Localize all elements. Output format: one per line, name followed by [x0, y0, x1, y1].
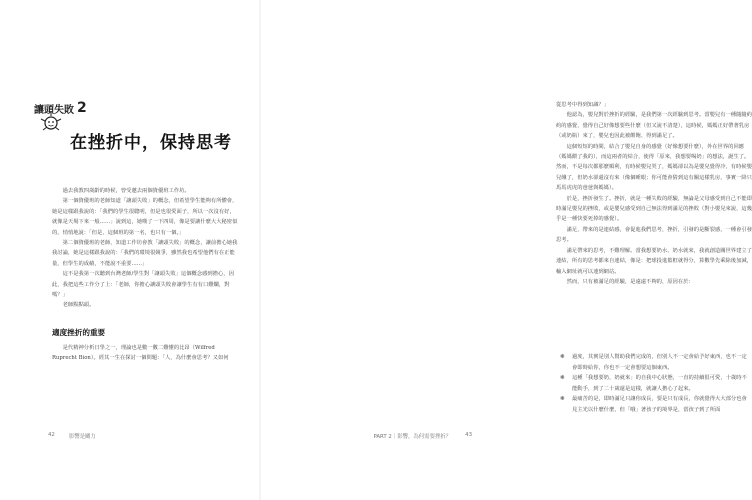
left-footer [48, 432, 96, 440]
right-footer [373, 432, 472, 440]
list-item [560, 394, 752, 415]
list-item-text: 過度，其實是別人幫助我們完成的，但別人不一定會給予好東西，也不一定會即時給你，你也不一定會想要這個東西。 [572, 354, 747, 371]
paragraph: 第一個資優班的老師知道「讓頭失敗」的概念，但希望學生能夠有所體會，她是這樣跟我說的：「我們的學生很聰明，但是也很愛面子，所以一次沒有好，就像是天場下來一般……」說到這，她嘆了一下四周，像是要讓什麼大大秘密似的，悄悄地說：「但是，這個班的第一名，也只有一個。」 [52, 198, 238, 236]
section-heading: 適度挫折的重要 [52, 328, 106, 337]
chapter-label: 讓頭失敗 [34, 104, 74, 116]
page-number: 43 [465, 432, 472, 438]
bullet-icon: ❋ [560, 354, 565, 360]
paragraph: 滿足帶來的思考，不難理解。當我想要奶水，奶水就來，我就創造關世界建立了連結，所有的思考都來自連結，像是：把球投進籃框就得分，算數學先乘除後加減，輸入網址就可以連到網站。 [556, 247, 752, 275]
right-page [260, 0, 752, 500]
left-body-continued [52, 343, 240, 364]
left-page [0, 0, 260, 500]
bullet-icon: ❋ [560, 375, 565, 382]
list-item [560, 373, 752, 394]
paragraph: 然而，只有被滿足的經驗，是遠遠不夠的，原因在於： [566, 278, 694, 285]
page-number: 42 [48, 432, 55, 438]
paragraph: 從思考中得到知識？」 [556, 102, 609, 108]
list-item-text: 最痛苦的是，即時滿足只讓你成長，要是只有成長，你就覺得大大部分也會見主光以什麼什麼，但「哦」著孩子的境界是，當孩子到了所面 [572, 396, 747, 413]
paragraph: 滿足，帶來的是連結感，會促進我們思考，挫折，引發的是斷裂感，一種會引發思考。 [556, 226, 752, 244]
paragraph: 過去我教四歲齡的時候，曾受邀去兩個資優班工作坊。 [62, 188, 190, 194]
list-item [560, 352, 752, 373]
book-title: 影響是關力 [68, 434, 96, 440]
chapter-title: 在挫折中，保持思考 [70, 133, 232, 153]
mascot-icon [38, 112, 64, 134]
left-body [52, 186, 240, 311]
paragraph: 他認為，嬰兒對於挫折的經驗，是我們第一次經驗到思考。當嬰兒有一種隨隨約約的感覺，覺得自己好像想要些什麼（但又說不清楚），這時候，媽媽正好帶著乳房（或奶瓶）來了，嬰兒也因此被餵飽、得到滿足了。 [556, 112, 752, 140]
paragraph: 這個短短的時間，結合了嬰兒自身的感覺（好像想要什麼），外在世界的回應（媽媽餵了我的），而這兩者的結合，使得「原來，我想要喝奶」的想法，誕生了。然而，不是每次都那麼順利，有時候嬰兒哭了，媽媽卻以為是嬰兒覺得冷，有時候嬰兒餓了，但奶水卻還沒有來（像個睡眼；你可能會猜到這有關這樣乳房，事實一降只馬馬虎虎的爸爸與媽媽）。 [556, 143, 752, 192]
bullet-list [560, 352, 752, 416]
part-title: PART 2｜影響，為何需要挫折？ [373, 434, 452, 440]
right-body [556, 100, 752, 287]
paragraph: 這不是我第一次聽到台灣老師/學生對「讓頭失敗」這個概念感到擔心，因此，我把這些工作分了上：「老師，你擔心讓頭失敗會讓學生有有口難爛，對嗎？」 [52, 271, 234, 299]
list-item-text: 這種「我想要奶，奶就來」的自我中心狀態，一直的持續很可愛，十歲時不能動手，到了二十歲還是這樣，就讓人擔心了起來。 [572, 375, 747, 392]
paragraph: 是代精神分析日學之一，理論也是數一數二難懂的比昂（Wilfred Ruprecht Bion）。經其一生在探討一個問題：「人，為什麼會思考？又如何 [52, 345, 229, 362]
paragraph: 老師點點頭。 [62, 302, 95, 309]
chapter-number: 2 [77, 100, 87, 116]
bullet-icon: ❋ [560, 396, 565, 403]
paragraph: 第二個資優班的老師，知道工作坊會教「讓頭失敗」的概念，讓前擔心她我我討論，她是這樣跟我說的：「我們的環境很競爭，雖然我也希望他們有在正能量，但學生的成績，不能說不重要……」 [52, 240, 238, 267]
paragraph: 於是，挫折發生了。挫折，就是一種失敗的經驗，無論是父母感受到自己不能即時滿足嬰兒的挫敗，或是嬰兒感受到自己無法得到滿足的挫敗（對小嬰兒來說，這幾乎是一種快要死掉的感覺）。 [556, 195, 752, 223]
